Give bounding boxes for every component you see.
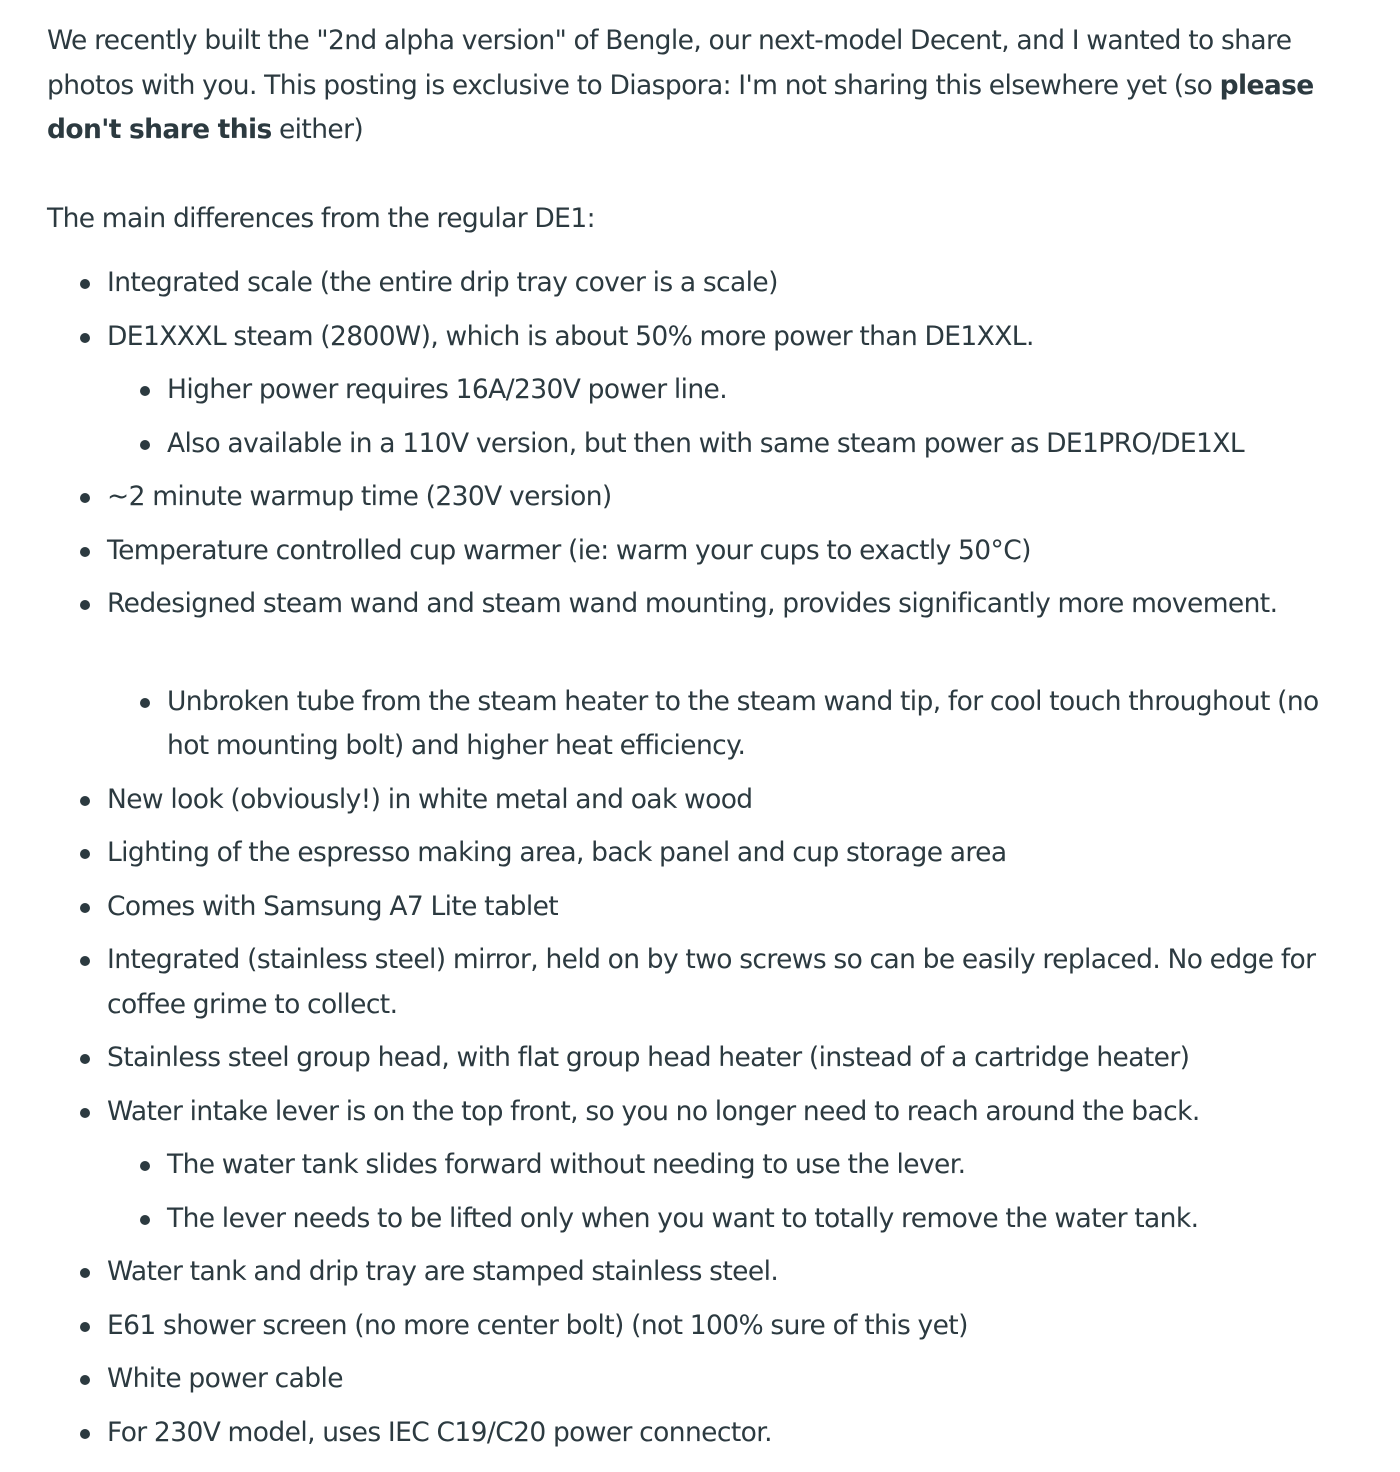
list-item-text: Integrated (stainless steel) mirror, held on by two screws so can be easily replaced. No edge for coffee grime to collect. [107, 944, 1316, 1020]
list-item [47, 831, 1347, 876]
list-item [47, 529, 1347, 574]
list-item [47, 261, 1347, 306]
sub-list [107, 680, 1347, 769]
list-item-text: DE1XXXL steam (2800W), which is about 50% more power than DE1XXL. [107, 320, 1034, 352]
intro-text: We recently built the "2nd alpha version" of Bengle, our next-model Decent, and I wanted to share photos with you. This posting is exclusive to Diaspora: I'm not sharing this elsewhere yet (so [47, 25, 1292, 101]
sub-list [107, 368, 1347, 466]
sub-list-item [107, 680, 1347, 769]
list-item [47, 475, 1347, 520]
list-item-text: Temperature controlled cup warmer (ie: warm your cups to exactly 50°C) [107, 534, 1031, 566]
sub-list-item-text: Unbroken tube from the steam heater to the steam wand tip, for cool touch throughout (no hot mounting bolt) and higher heat efficiency. [167, 685, 1319, 761]
sub-list-item-text: Also available in a 110V version, but then with same steam power as DE1PRO/DE1XL [167, 427, 1245, 459]
bullet-icon [140, 698, 150, 708]
bullet-icon [140, 440, 150, 450]
bullet-icon [80, 956, 90, 966]
bullet-icon [80, 600, 90, 610]
list-item [47, 1090, 1347, 1242]
intro-paragraph [47, 19, 1347, 153]
list-item [47, 938, 1347, 1027]
sub-list-item [107, 1143, 1347, 1188]
list-item-text: Integrated scale (the entire drip tray cover is a scale) [107, 267, 778, 298]
list-item [47, 1411, 1347, 1456]
bullet-icon [80, 547, 90, 557]
list-item-text: Redesigned steam wand and steam wand mounting, provides significantly more movement. [107, 588, 1278, 619]
list-item-text: Water intake lever is on the top front, so you no longer need to reach around the back. [107, 1095, 1200, 1127]
bullet-icon [80, 333, 90, 343]
sub-list-item-text: Higher power requires 16A/230V power line. [167, 374, 728, 405]
intro-text-end: either) [271, 114, 364, 145]
list-item [47, 778, 1347, 823]
sub-list-item-text: The lever needs to be lifted only when you want to totally remove the water tank. [167, 1202, 1199, 1234]
bullet-icon [80, 1268, 90, 1278]
list-item-text: New look (obviously!) in white metal and oak wood [107, 783, 753, 815]
list-item-text: White power cable [107, 1363, 343, 1394]
bullet-icon [80, 279, 90, 289]
list-item [47, 885, 1347, 930]
list-item [47, 582, 1347, 769]
bullet-icon [80, 493, 90, 503]
list-item-text: E61 shower screen (no more center bolt) (not 100% sure of this yet) [107, 1309, 968, 1341]
bullet-icon [80, 1375, 90, 1385]
sub-list [107, 1143, 1347, 1241]
bullet-icon [80, 1054, 90, 1064]
list-item-text: Comes with Samsung A7 Lite tablet [107, 890, 559, 922]
list-item [47, 1250, 1347, 1295]
bullet-icon [80, 1108, 90, 1118]
list-item [47, 1304, 1347, 1349]
differences-list [47, 261, 1347, 1455]
sub-list-item-text: The water tank slides forward without needing to use the lever. [167, 1149, 966, 1180]
bullet-icon [80, 849, 90, 859]
list-item [47, 1036, 1347, 1081]
sub-list-item [107, 368, 1347, 413]
list-item-text: Stainless steel group head, with flat group head heater (instead of a cartridge heater) [107, 1042, 1190, 1073]
bullet-icon [80, 903, 90, 913]
list-item-text: Water tank and drip tray are stamped stainless steel. [107, 1256, 779, 1287]
list-item-text: ~2 minute warmup time (230V version) [107, 481, 612, 512]
bullet-icon [80, 1429, 90, 1439]
list-item-text: For 230V model, uses IEC C19/C20 power connector. [107, 1416, 772, 1448]
sub-list-item [107, 422, 1347, 467]
intro-bold-text: please don't share this [47, 69, 1314, 145]
bullet-icon [140, 1215, 150, 1225]
list-item [47, 315, 1347, 467]
bullet-icon [80, 1322, 90, 1332]
bullet-icon [80, 796, 90, 806]
differences-heading: The main differences from the regular DE1: [47, 202, 595, 234]
sub-list-item [107, 1197, 1347, 1242]
list-item-text: Lighting of the espresso making area, back panel and cup storage area [107, 837, 1007, 868]
list-item [47, 1357, 1347, 1402]
bullet-icon [140, 1161, 150, 1171]
bullet-icon [140, 386, 150, 396]
